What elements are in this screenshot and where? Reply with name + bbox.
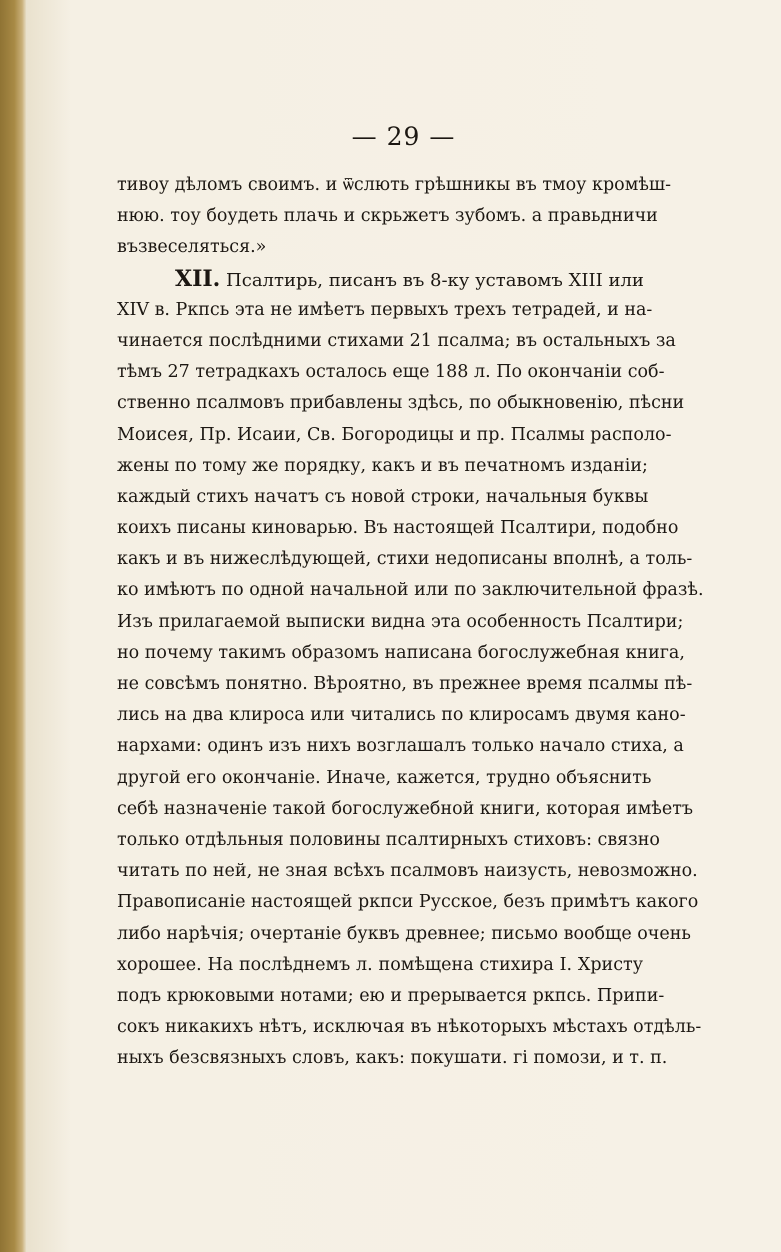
section-number: XII. [175, 265, 221, 292]
text-line: хорошее. На послѣднемъ л. помѣщена стихира І. Христу [117, 954, 643, 975]
book-page [26, 0, 781, 1252]
text-line: себѣ назначеніе такой богослужебной книги, которая имѣетъ [117, 798, 694, 819]
text-line: възвеселяться.» [117, 237, 267, 258]
text-line: нюю. тоу боудеть плачь и скрьжетъ зубомъ. а правьдничи [117, 206, 658, 227]
section-heading-text: Псалтирь, писанъ въ 8-ку уставомъ XIII или [226, 269, 644, 291]
text-line: чинается послѣдними стихами 21 псалма; въ остальныхъ за [117, 330, 676, 351]
body-text [117, 170, 704, 1074]
text-line: ственно псалмовъ прибавлены здѣсь, по обыкновенію, пѣсни [117, 393, 685, 414]
text-line: каждый стихъ начатъ съ новой строки, начальныя буквы [117, 486, 649, 507]
text-line: XIV в. Ркпсь эта не имѣетъ первыхъ трехъ тетрадей, и на- [117, 299, 653, 320]
text-line: подъ крюковыми нотами; ею и прерывается ркпсь. Припи- [117, 985, 665, 1006]
text-line: не совсѣмъ понятно. Вѣроятно, въ прежнее время псалмы пѣ- [117, 674, 693, 694]
page-number: — 29 — [351, 122, 456, 151]
text-line: Правописаніе настоящей ркпси Русское, безъ примѣтъ какого [117, 892, 699, 913]
text-line: ко имѣютъ по одной начальной или по заключительной фразѣ. [117, 580, 704, 601]
text-line: Изъ прилагаемой выписки видна эта особенность Псалтири; [117, 611, 684, 632]
text-line: тѣмъ 27 тетрадкахъ осталось еще 188 л. По окончаніи соб- [117, 362, 665, 383]
text-line: сокъ никакихъ нѣтъ, исключая въ нѣкоторыхъ мѣстахъ отдѣль- [117, 1017, 702, 1038]
text-line: только отдѣльныя половины псалтирныхъ стиховъ: связно [117, 829, 660, 850]
text-line: коихъ писаны киноварью. Въ настоящей Псалтири, подобно [117, 518, 679, 539]
text-line: жены по тому же порядку, какъ и въ печатномъ изданіи; [117, 455, 648, 476]
text-line: лись на два клироса или читались по клиросамъ двумя кано- [117, 705, 686, 726]
text-line: ныхъ безсвязныхъ словъ, какъ: покушати. гі помози, и т. п. [117, 1048, 668, 1069]
text-line: читать по ней, не зная всѣхъ псалмовъ наизусть, невозможно. [117, 861, 698, 882]
text-line: Моисея, Пр. Исаии, Св. Богородицы и пр. Псалмы располо- [117, 424, 672, 445]
text-line: какъ и въ нижеслѣдующей, стихи недописаны вполнѣ, а толь- [117, 549, 693, 570]
section-heading-line [117, 264, 643, 295]
text-line: либо нарѣчія; очертаніе буквъ древнее; письмо вообще очень [117, 923, 691, 944]
text-line: тивоу дѣломъ своимъ. и ѿслють грѣшникы въ тмоу кромѣш- [117, 175, 672, 195]
text-line: другой его окончаніе. Иначе, кажется, трудно объяснить [117, 767, 652, 788]
book-spine [0, 0, 26, 1252]
text-line: но почему такимъ образомъ написана богослужебная книга, [117, 642, 685, 663]
text-line: нархами: одинъ изъ нихъ возглашалъ только начало стиха, а [117, 736, 684, 757]
